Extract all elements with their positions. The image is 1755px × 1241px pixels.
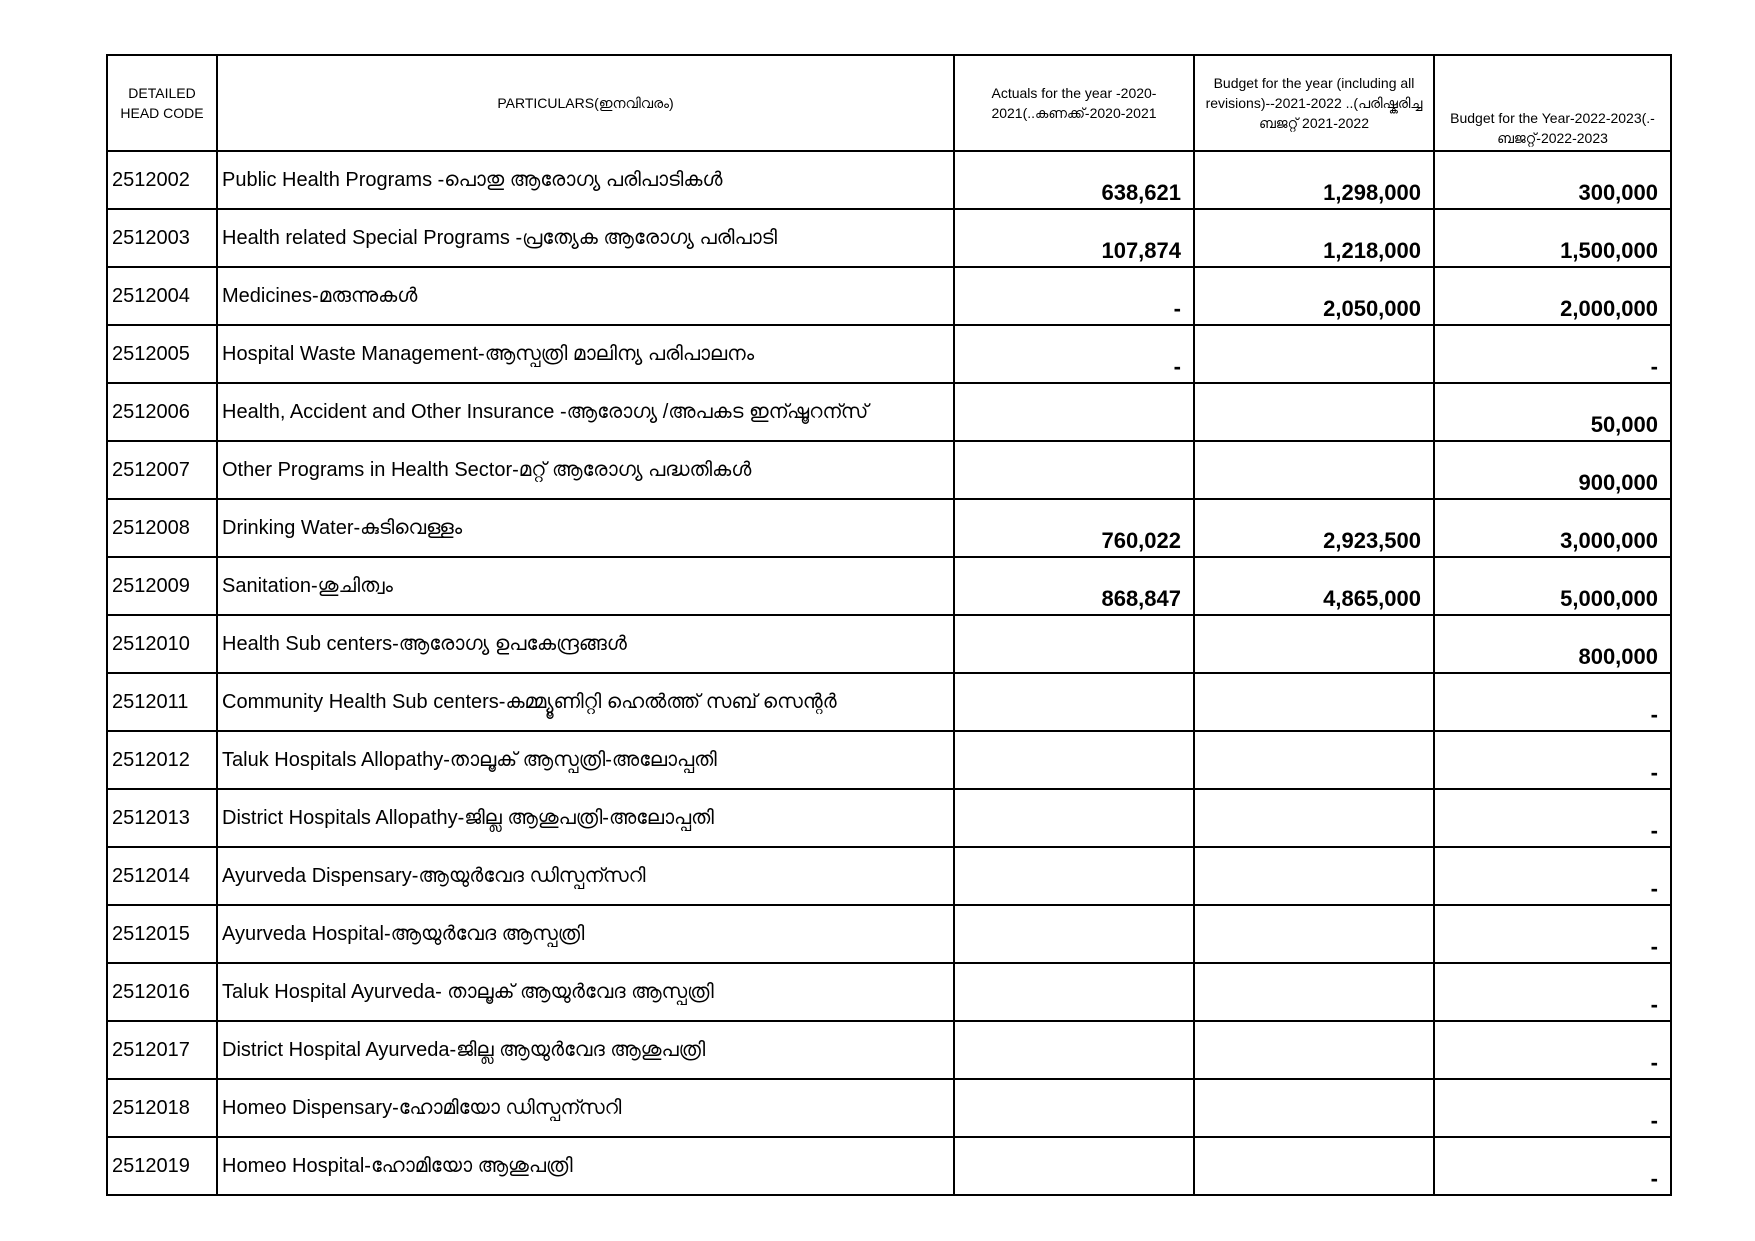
table-row	[107, 731, 1671, 789]
head-code-cell: 2512006	[107, 383, 217, 441]
particulars-cell: Medicines-മരുന്നുകൾ	[217, 267, 954, 325]
table-row	[107, 267, 1671, 325]
head-code-cell: 2512016	[107, 963, 217, 1021]
table-row	[107, 151, 1671, 209]
revised-budget-cell	[1194, 383, 1434, 441]
budget-table	[106, 54, 1672, 1196]
header-budget-revised-2021-2022: Budget for the year (including all revisions)--2021-2022 ..(പരിഷ്കരിച്ച ബജറ്റ് 2021-2022	[1194, 55, 1434, 151]
head-code-cell: 2512013	[107, 789, 217, 847]
budget-cell: 800,000	[1434, 615, 1671, 673]
budget-cell: -	[1434, 789, 1671, 847]
table-row	[107, 1021, 1671, 1079]
revised-budget-cell: 2,923,500	[1194, 499, 1434, 557]
head-code-cell: 2512015	[107, 905, 217, 963]
budget-cell: 2,000,000	[1434, 267, 1671, 325]
table-row	[107, 789, 1671, 847]
budget-cell: 5,000,000	[1434, 557, 1671, 615]
actuals-cell: 868,847	[954, 557, 1194, 615]
head-code-cell: 2512005	[107, 325, 217, 383]
budget-cell: -	[1434, 963, 1671, 1021]
head-code-cell: 2512017	[107, 1021, 217, 1079]
table-row	[107, 441, 1671, 499]
table-row	[107, 325, 1671, 383]
budget-cell: -	[1434, 905, 1671, 963]
budget-cell: 300,000	[1434, 151, 1671, 209]
particulars-cell: Homeo Hospital-ഹോമിയോ ആശുപത്രി	[217, 1137, 954, 1195]
head-code-cell: 2512012	[107, 731, 217, 789]
revised-budget-cell	[1194, 441, 1434, 499]
revised-budget-cell	[1194, 1021, 1434, 1079]
head-code-cell: 2512008	[107, 499, 217, 557]
revised-budget-cell	[1194, 615, 1434, 673]
table-row	[107, 1079, 1671, 1137]
actuals-cell	[954, 383, 1194, 441]
actuals-cell: -	[954, 325, 1194, 383]
head-code-cell: 2512002	[107, 151, 217, 209]
header-particulars: PARTICULARS(ഇനവിവരം)	[217, 55, 954, 151]
actuals-cell	[954, 1137, 1194, 1195]
particulars-cell: District Hospital Ayurveda-ജില്ല ആയുർവേദ ആശുപത്രി	[217, 1021, 954, 1079]
budget-cell: -	[1434, 673, 1671, 731]
actuals-cell	[954, 1021, 1194, 1079]
revised-budget-cell: 4,865,000	[1194, 557, 1434, 615]
revised-budget-cell	[1194, 905, 1434, 963]
budget-cell: -	[1434, 1079, 1671, 1137]
table-row	[107, 1137, 1671, 1195]
revised-budget-cell: 2,050,000	[1194, 267, 1434, 325]
budget-cell: -	[1434, 325, 1671, 383]
table-row	[107, 847, 1671, 905]
actuals-cell: 638,621	[954, 151, 1194, 209]
actuals-cell	[954, 963, 1194, 1021]
revised-budget-cell	[1194, 789, 1434, 847]
particulars-cell: Public Health Programs -പൊതു ആരോഗ്യ പരിപാടികൾ	[217, 151, 954, 209]
table-row	[107, 383, 1671, 441]
actuals-cell: -	[954, 267, 1194, 325]
budget-cell: -	[1434, 1021, 1671, 1079]
header-detailed-head-code: DETAILED HEAD CODE	[107, 55, 217, 151]
revised-budget-cell	[1194, 963, 1434, 1021]
header-row	[107, 55, 1671, 151]
revised-budget-cell: 1,218,000	[1194, 209, 1434, 267]
particulars-cell: Community Health Sub centers-കമ്മ്യൂണിറ്റി ഹെൽത്ത് സബ് സെന്റർ	[217, 673, 954, 731]
particulars-cell: Health Sub centers-ആരോഗ്യ ഉപകേന്ദ്രങ്ങൾ	[217, 615, 954, 673]
particulars-cell: Hospital Waste Management-ആസ്പത്രി മാലിന്യ പരിപാലനം	[217, 325, 954, 383]
particulars-cell: Health related Special Programs -പ്രത്യേക ആരോഗ്യ പരിപാടി	[217, 209, 954, 267]
header-budget-2022-2023: Budget for the Year-2022-2023(.- ബജറ്റ്-2022-2023	[1434, 55, 1671, 151]
actuals-cell	[954, 731, 1194, 789]
actuals-cell	[954, 847, 1194, 905]
budget-cell: -	[1434, 847, 1671, 905]
table-row	[107, 963, 1671, 1021]
revised-budget-cell	[1194, 1079, 1434, 1137]
actuals-cell	[954, 905, 1194, 963]
budget-cell: -	[1434, 731, 1671, 789]
revised-budget-cell	[1194, 325, 1434, 383]
table-body	[107, 151, 1671, 1195]
budget-cell: 900,000	[1434, 441, 1671, 499]
head-code-cell: 2512010	[107, 615, 217, 673]
head-code-cell: 2512007	[107, 441, 217, 499]
revised-budget-cell	[1194, 673, 1434, 731]
head-code-cell: 2512004	[107, 267, 217, 325]
head-code-cell: 2512018	[107, 1079, 217, 1137]
table-row	[107, 905, 1671, 963]
particulars-cell: Drinking Water-കുടിവെള്ളം	[217, 499, 954, 557]
table-row	[107, 673, 1671, 731]
revised-budget-cell	[1194, 1137, 1434, 1195]
table-row	[107, 209, 1671, 267]
head-code-cell: 2512011	[107, 673, 217, 731]
header-actuals-2020-2021: Actuals for the year -2020-2021(..കണക്ക്-2020-2021	[954, 55, 1194, 151]
head-code-cell: 2512019	[107, 1137, 217, 1195]
revised-budget-cell	[1194, 731, 1434, 789]
budget-cell: 3,000,000	[1434, 499, 1671, 557]
actuals-cell	[954, 615, 1194, 673]
actuals-cell: 107,874	[954, 209, 1194, 267]
head-code-cell: 2512003	[107, 209, 217, 267]
particulars-cell: Ayurveda Dispensary-ആയുർവേദ ഡിസ്പന്സറി	[217, 847, 954, 905]
budget-cell: 1,500,000	[1434, 209, 1671, 267]
particulars-cell: Ayurveda Hospital-ആയുർവേദ ആസ്പത്രി	[217, 905, 954, 963]
head-code-cell: 2512009	[107, 557, 217, 615]
actuals-cell	[954, 673, 1194, 731]
actuals-cell	[954, 1079, 1194, 1137]
particulars-cell: Sanitation-ശുചിത്വം	[217, 557, 954, 615]
table-row	[107, 557, 1671, 615]
actuals-cell	[954, 789, 1194, 847]
particulars-cell: Other Programs in Health Sector-മറ്റ് ആരോഗ്യ പദ്ധതികൾ	[217, 441, 954, 499]
revised-budget-cell	[1194, 847, 1434, 905]
table-row	[107, 499, 1671, 557]
particulars-cell: Health, Accident and Other Insurance -ആരോഗ്യ /അപകട ഇന്ഷൂറന്സ്	[217, 383, 954, 441]
particulars-cell: Taluk Hospital Ayurveda- താലൂക് ആയുർവേദ ആസ്പത്രി	[217, 963, 954, 1021]
particulars-cell: Taluk Hospitals Allopathy-താലൂക് ആസ്പത്രി-അലോപ്പതി	[217, 731, 954, 789]
budget-cell: -	[1434, 1137, 1671, 1195]
particulars-cell: District Hospitals Allopathy-ജില്ല ആശുപത്രി-അലോപ്പതി	[217, 789, 954, 847]
actuals-cell: 760,022	[954, 499, 1194, 557]
head-code-cell: 2512014	[107, 847, 217, 905]
table-row	[107, 615, 1671, 673]
budget-cell: 50,000	[1434, 383, 1671, 441]
actuals-cell	[954, 441, 1194, 499]
particulars-cell: Homeo Dispensary-ഹോമിയോ ഡിസ്പന്സറി	[217, 1079, 954, 1137]
revised-budget-cell: 1,298,000	[1194, 151, 1434, 209]
